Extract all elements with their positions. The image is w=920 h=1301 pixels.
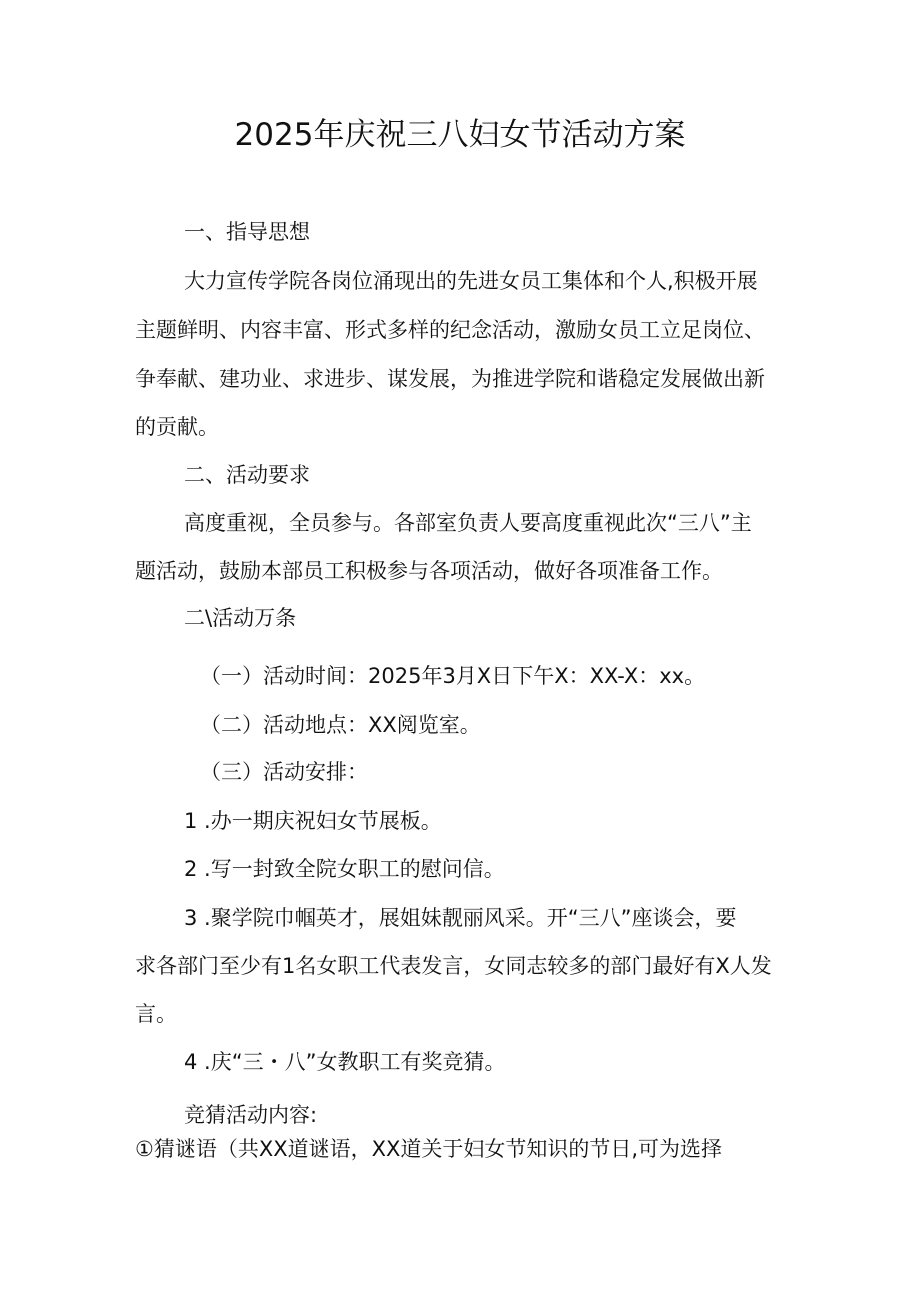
section-heading-guiding-thought: 一、指导思想: [184, 220, 310, 244]
paragraph-line: 的贡献。: [135, 415, 219, 439]
paragraph-line: 求各部门至少有1名女职工代表发言，女同志较多的部门最好有X人发: [135, 954, 772, 978]
activity-place: （二）活动地点：XX阅览室。: [200, 713, 481, 737]
section-heading-plan: 二\活动万条: [184, 606, 297, 630]
paragraph-line: 题活动，鼓励本部员工积极参与各项活动，做好各项准备工作。: [135, 559, 723, 583]
quiz-content-line: ①猜谜语（共XX道谜语，XX道关于妇女节知识的节日,可为选择: [135, 1137, 723, 1161]
paragraph-line: 争奉献、建功业、求进步、谋发展，为推进学院和谐稳定发展做出新: [135, 367, 765, 391]
section-heading-requirements: 二、活动要求: [184, 463, 310, 487]
list-item: 4 .庆“三・八”女教职工有奖竞猜。: [184, 1050, 506, 1074]
paragraph-line: 高度重视，全员参与。各部室负责人要高度重视此次“三八”主: [184, 511, 752, 535]
paragraph-line: 主题鲜明、内容丰富、形式多样的纪念活动，激励女员工立足岗位、: [135, 318, 765, 342]
paragraph-line: 言。: [135, 1002, 177, 1026]
list-item: 2 .写一封致全院女职工的慰问信。: [184, 857, 505, 881]
quiz-heading: 竞猜活动内容:: [184, 1103, 318, 1127]
activity-arrangement: （三）活动安排：: [200, 760, 368, 784]
list-item: 1 .办一期庆祝妇女节展板。: [184, 809, 442, 833]
document-title: 2025年庆祝三八妇女节活动方案: [234, 117, 686, 153]
paragraph-line: 大力宣传学院各岗位涌现出的先进女员工集体和个人,积极开展: [184, 269, 758, 293]
activity-time: （一）活动时间：2025年3月X日下午X：XX-X：xx。: [200, 664, 706, 688]
list-item: 3 .聚学院巾帼英才，展姐妹靓丽风采。开“三八”座谈会，要: [184, 906, 737, 930]
